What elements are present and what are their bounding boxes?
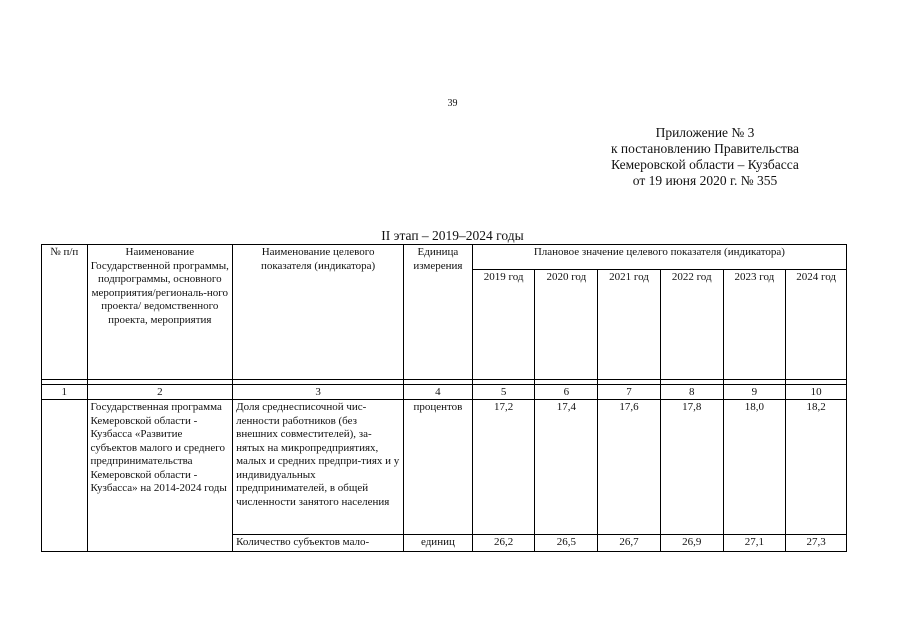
column-numbers-row [42,385,847,400]
appendix-line-1: Приложение № 3 [655,125,755,140]
column-number: 2 [87,385,233,400]
header-year: 2020 год [535,270,598,380]
header-unit: Единица измерения [404,245,473,380]
indicator-name-cell: Количество субъектов мало- [233,535,404,552]
value-cell-2021: 26,7 [598,535,661,552]
column-number: 1 [42,385,88,400]
row-num [42,400,88,552]
value-cell-2023: 18,0 [723,400,786,535]
value-cell-2021: 17,6 [598,400,661,535]
column-number: 9 [723,385,786,400]
header-year: 2024 год [786,270,847,380]
table-row [42,400,847,535]
header-program-name: Наименование Государственной программы, подпрограммы, основного мероприятия/региональ-ного проекта/ ведомственного проекта, мероприятия [87,245,233,380]
header-year: 2019 год [472,270,535,380]
indicators-table [41,244,847,552]
stage-title: II этап – 2019–2024 годы [381,228,524,243]
unit-cell: процентов [404,400,473,535]
column-number: 3 [233,385,404,400]
program-name-cell: Государственная программа Кемеровской области - Кузбасса «Развитие субъектов малого и среднего предпринимательства Кемеровской области - Кузбасса» на 2014-2024 годы [87,400,233,552]
value-cell-2019: 17,2 [472,400,535,535]
appendix-header [560,125,850,189]
appendix-line-3: Кемеровской области – Кузбасса [611,157,799,172]
value-cell-2022: 26,9 [660,535,723,552]
appendix-line-4: от 19 июня 2020 г. № 355 [632,173,778,188]
value-cell-2019: 26,2 [472,535,535,552]
unit-cell: единиц [404,535,473,552]
appendix-line-2: к постановлению Правительства [610,141,800,156]
column-number: 8 [660,385,723,400]
header-year: 2021 год [598,270,661,380]
column-number: 10 [786,385,847,400]
value-cell-2020: 26,5 [535,535,598,552]
header-num: № п/п [42,245,88,380]
value-cell-2024: 27,3 [786,535,847,552]
header-indicator-name: Наименование целевого показателя (индикатора) [233,245,404,380]
column-number: 4 [404,385,473,400]
column-number: 6 [535,385,598,400]
header-year: 2022 год [660,270,723,380]
value-cell-2024: 18,2 [786,400,847,535]
header-row [42,245,847,270]
column-number: 7 [598,385,661,400]
page-number: 39 [447,98,458,109]
value-cell-2020: 17,4 [535,400,598,535]
value-cell-2022: 17,8 [660,400,723,535]
column-number: 5 [472,385,535,400]
value-cell-2023: 27,1 [723,535,786,552]
header-year: 2023 год [723,270,786,380]
header-planned-value: Плановое значение целевого показателя (индикатора) [472,245,846,270]
indicator-name-cell: Доля среднесписочной чис-ленности работников (без внешних совместителей), за-нятых на микропредприятиях, малых и средних предпри-тиях и у индивидуальных предпринимателей, в общей численности занятого населения [233,400,404,535]
